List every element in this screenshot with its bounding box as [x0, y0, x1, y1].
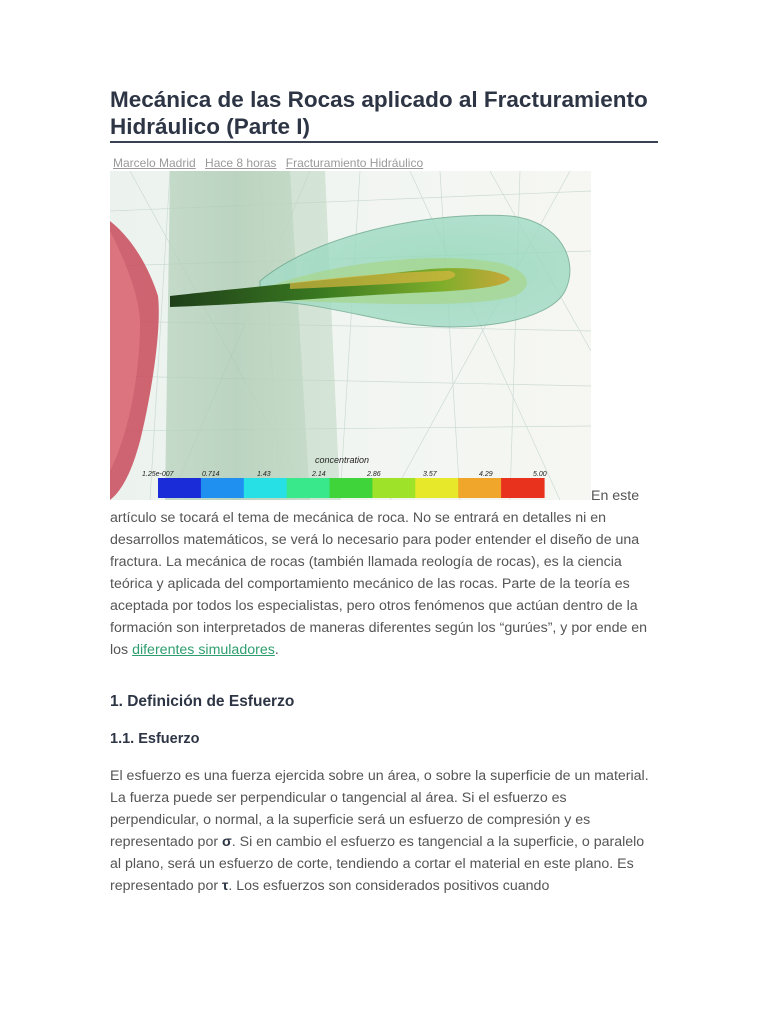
esfuerzo-text-c: . Los esfuerzos son considerados positivos cuando: [228, 878, 550, 894]
article-title: Mecánica de las Rocas aplicado al Fracturamiento Hidráulico (Parte I): [110, 87, 648, 139]
author-link[interactable]: Marcelo Madrid: [113, 156, 196, 170]
intro-end: .: [274, 642, 279, 658]
section-heading-definicion: 1. Definición de Esfuerzo: [110, 693, 295, 710]
colorbar-tick-7: 4.29: [479, 471, 493, 478]
simulators-link[interactable]: diferentes simuladores: [132, 642, 275, 658]
title-divider: [110, 141, 658, 143]
colorbar-segment: [372, 478, 416, 498]
intro-first-words: En este: [591, 488, 640, 504]
fracture-simulation-image: [110, 171, 591, 500]
colorbar-tick-8: 5.00: [533, 471, 547, 478]
tau-symbol: τ: [222, 878, 229, 894]
article-meta: [113, 156, 429, 170]
colorbar-tick-2: 0.714: [202, 471, 220, 478]
colorbar: [158, 478, 545, 498]
colorbar-segment: [458, 478, 502, 498]
colorbar-tick-1: 1.25e-007: [142, 471, 174, 478]
colorbar-tick-6: 3.57: [423, 471, 437, 478]
subsection-heading-esfuerzo: 1.1. Esfuerzo: [110, 731, 200, 747]
colorbar-segment: [287, 478, 331, 498]
esfuerzo-text-b: . Si en cambio el esfuerzo es tangencial a la superficie, o paralelo al plano, será un esfuerzo de corte, tendiendo a cortar el material en este plano. Es representado por: [110, 834, 645, 894]
sigma-symbol: σ: [222, 834, 232, 850]
intro-text: artículo se tocará el tema de mecánica de roca. No se entrará en detalles ni en desarrollos matemáticos, se verá lo necesario para poder entender el diseño de una fractura. La mecánica de rocas (también llamada reología de rocas), es la ciencia teórica y aplicada del comportamiento mecánico de las rocas. Parte de la teoría es aceptada por todos los especialistas, pero otros fenómenos que actúan dentro de la formación son interpretados de maneras diferentes según los “gurúes”, y por ende en los: [110, 510, 648, 658]
colorbar-tick-3: 1.43: [257, 471, 271, 478]
colorbar-tick-5: 2.86: [367, 471, 381, 478]
colorbar-segment: [415, 478, 459, 498]
colorbar-segment: [330, 478, 374, 498]
colorbar-segment: [501, 478, 544, 498]
colorbar-segment: [158, 478, 202, 498]
colorbar-tick-4: 2.14: [312, 471, 326, 478]
colorbar-label: concentration: [315, 455, 370, 465]
intro-paragraph: [110, 507, 650, 661]
category-link[interactable]: Fracturamiento Hidráulico: [285, 156, 424, 170]
date-link[interactable]: Hace 8 horas: [205, 156, 277, 170]
esfuerzo-text-a: El esfuerzo es una fuerza ejercida sobre un área, o sobre la superficie de un material. La fuerza puede ser perpendicular o tangencial al área. Si el esfuerzo es perpendicular, o normal, a la superficie será un esfuerzo de compresión y es representado por: [110, 768, 649, 850]
fracture-simulation-graphic: [110, 171, 591, 500]
colorbar-segment: [244, 478, 287, 498]
colorbar-segment: [201, 478, 245, 498]
esfuerzo-paragraph: [110, 765, 650, 897]
